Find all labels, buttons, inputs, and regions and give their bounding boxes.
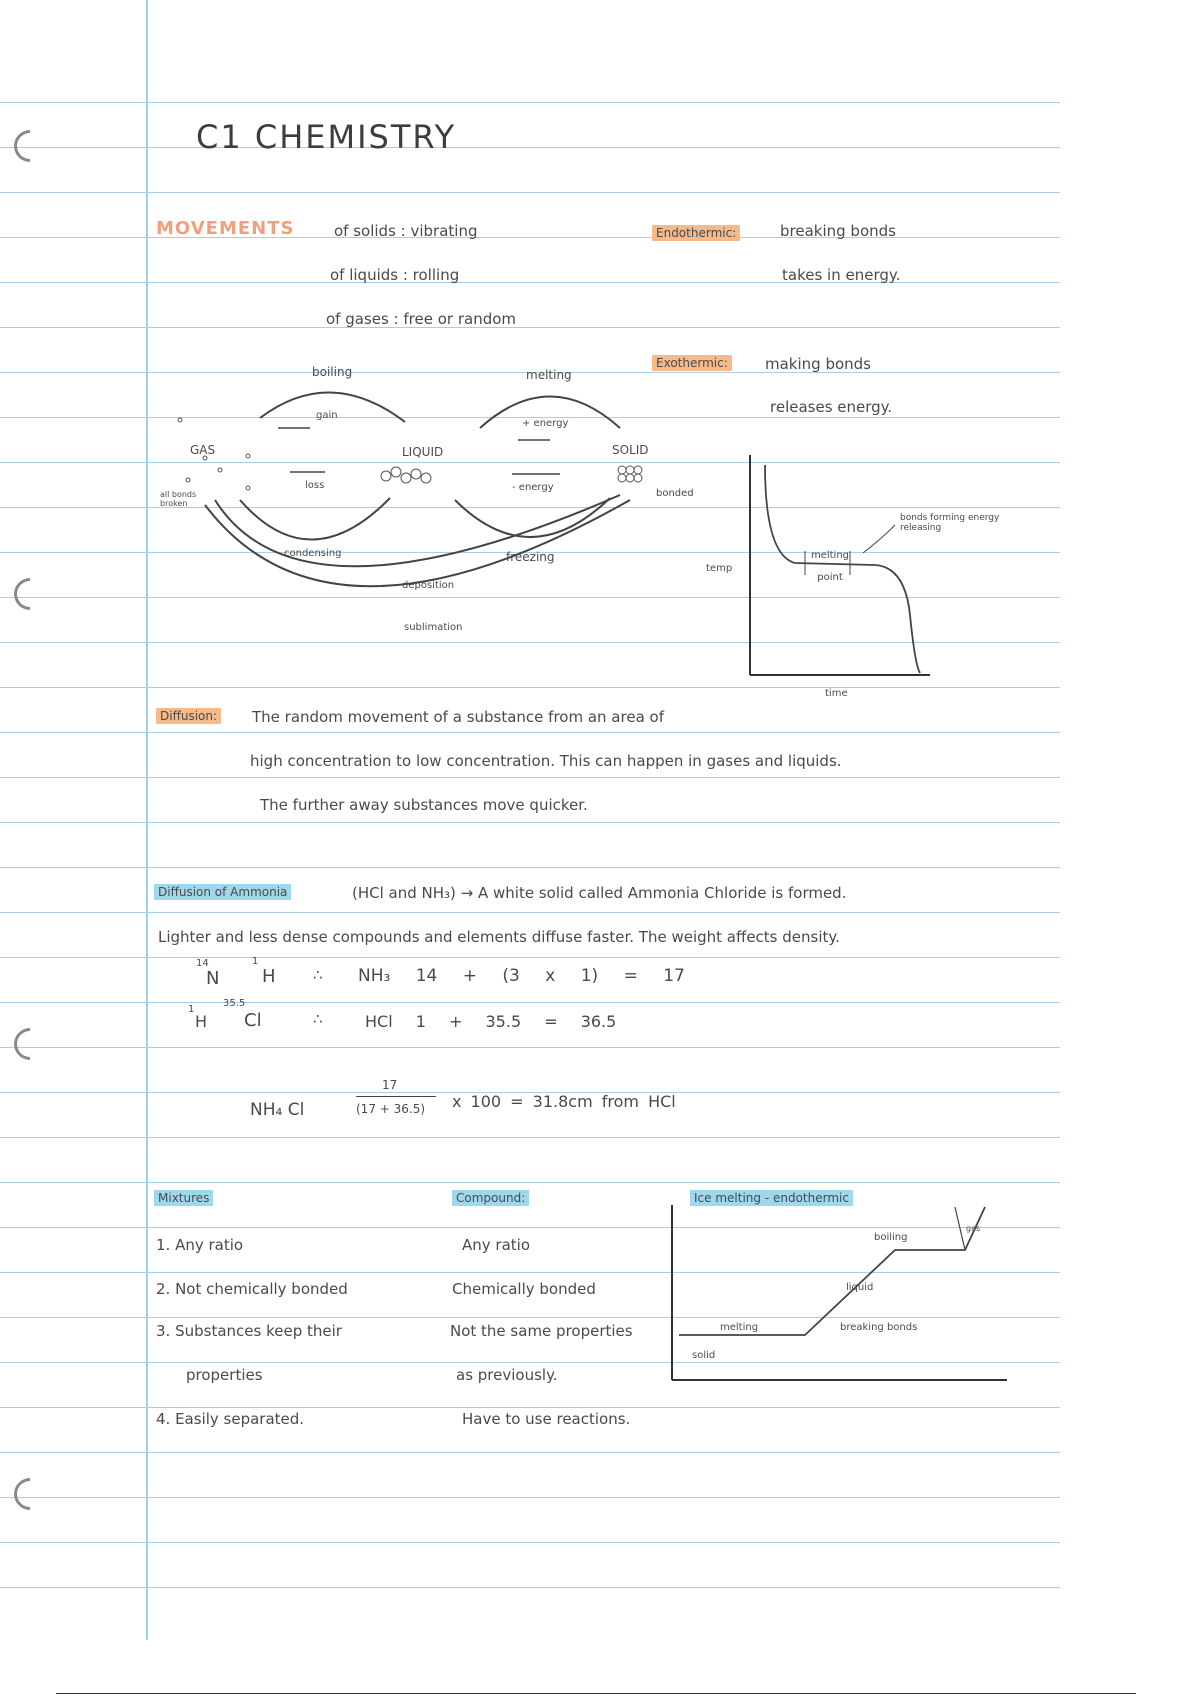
boiling-label: boiling <box>312 365 353 379</box>
condensing-arrow <box>240 498 390 540</box>
margin-line <box>146 0 148 1640</box>
bonded-label: bonded <box>656 488 694 499</box>
bonds-forming-label: bonds forming energy releasing <box>900 513 1000 533</box>
ruled-line <box>0 777 1060 778</box>
ruled-line <box>0 732 1060 733</box>
exothermic-line2: releases energy. <box>770 398 893 416</box>
bonds-broken-label: all bonds broken <box>160 490 197 508</box>
ruled-line <box>0 1137 1060 1138</box>
mixtures-label: Mixtures <box>154 1190 213 1206</box>
therefore-symbol: ∴ <box>313 966 323 984</box>
states-of-matter-diagram <box>150 360 670 640</box>
cooling-curve-graph <box>745 455 1025 690</box>
ruled-line <box>0 147 1060 148</box>
compound-item: Not the same properties <box>450 1322 633 1340</box>
mixtures-item: 3. Substances keep their <box>156 1322 342 1340</box>
ice-liquid-label: liquid <box>846 1282 874 1293</box>
movements-heading: MOVEMENTS <box>156 218 295 239</box>
ruled-line <box>0 822 1060 823</box>
hydrogen-symbol: H <box>262 966 276 987</box>
mixtures-item: properties <box>186 1366 263 1384</box>
punch-hole <box>7 571 52 616</box>
ruled-line <box>0 327 1060 328</box>
gas-label: GAS <box>190 443 216 457</box>
melting-point-label: melting point <box>810 550 850 583</box>
ice-gas-label: gas <box>966 1224 981 1233</box>
diffusion-line3: The further away substances move quicker. <box>260 796 588 814</box>
ruled-line <box>0 1452 1060 1453</box>
sublimation-arrow <box>205 500 630 586</box>
ruled-line <box>0 1407 1060 1408</box>
melting-label: melting <box>526 368 572 382</box>
diffusion-label: Diffusion: <box>156 708 221 724</box>
calc-numerator: 17 <box>382 1078 398 1092</box>
ruled-line <box>0 1497 1060 1498</box>
ice-graph-label: Ice melting - endothermic <box>690 1190 853 1206</box>
freezing-label: freezing <box>506 550 555 564</box>
calc-left: NH₄ Cl <box>250 1100 305 1120</box>
nitrogen-symbol: N <box>206 968 220 989</box>
gain-label: gain <box>316 410 338 421</box>
temp-axis-label: temp <box>706 563 733 574</box>
plus-energy-label: + energy <box>522 418 569 429</box>
time-axis-label: time <box>825 688 848 699</box>
movements-solids: of solids : vibrating <box>334 222 478 240</box>
deposition-label: deposition <box>402 580 455 591</box>
ruled-line <box>0 192 1060 193</box>
sublimation-label: sublimation <box>404 622 463 633</box>
diffusion-line1: The random movement of a substance from an area of <box>252 708 664 726</box>
mixtures-item: 4. Easily separated. <box>156 1410 305 1428</box>
hydrogen2-mass: 1 <box>188 1004 195 1015</box>
nitrogen-mass: 14 <box>196 958 209 969</box>
ice-breaking-label: breaking bonds <box>840 1322 918 1333</box>
punch-hole <box>7 1471 52 1516</box>
compound-label: Compound: <box>452 1190 529 1206</box>
ruled-line <box>0 102 1060 103</box>
movements-liquids: of liquids : rolling <box>330 266 460 284</box>
movements-gases: of gases : free or random <box>326 310 517 328</box>
ruled-line <box>0 1587 1060 1588</box>
ruled-line <box>0 1002 1060 1003</box>
page-title: C1 CHEMISTRY <box>196 118 457 156</box>
hydrogen2-symbol: H <box>195 1012 208 1031</box>
punch-hole <box>7 1021 52 1066</box>
ruled-line <box>0 912 1060 913</box>
calc-right: x 100 = 31.8cm from HCl <box>452 1092 676 1111</box>
ammonia-label: Diffusion of Ammonia <box>154 884 291 900</box>
exothermic-label: Exothermic: <box>652 355 732 371</box>
ammonia-line2: Lighter and less dense compounds and elements diffuse faster. The weight affects density. <box>158 928 840 946</box>
endothermic-line2: takes in energy. <box>782 266 901 284</box>
minus-energy-label: - energy <box>512 482 554 493</box>
solid-label: SOLID <box>612 443 649 457</box>
ruled-line <box>0 282 1060 283</box>
therefore-symbol-2: ∴ <box>313 1010 323 1028</box>
nh3-row: NH₃ 14 + (3 x 1) = 17 <box>358 966 685 986</box>
liquid-label: LIQUID <box>402 445 444 459</box>
mixtures-item: 2. Not chemically bonded <box>156 1280 348 1298</box>
fraction-bar <box>356 1096 436 1097</box>
compound-item: Any ratio <box>462 1236 530 1254</box>
ice-boiling-label: boiling <box>874 1232 908 1243</box>
ruled-line <box>0 867 1060 868</box>
hydrogen-mass: 1 <box>252 956 259 967</box>
punch-hole <box>7 123 52 168</box>
calc-denominator: (17 + 36.5) <box>356 1102 426 1116</box>
exothermic-line1: making bonds <box>765 355 871 373</box>
endothermic-line1: breaking bonds <box>780 222 896 240</box>
ice-solid-label: solid <box>692 1350 716 1361</box>
ruled-line <box>0 957 1060 958</box>
endothermic-label: Endothermic: <box>652 225 740 241</box>
scan-edge-line <box>56 1693 1136 1694</box>
ice-melting-graph <box>665 1195 1015 1385</box>
condensing-label: condensing <box>284 548 342 559</box>
ruled-line <box>0 1047 1060 1048</box>
compound-item: Have to use reactions. <box>462 1410 631 1428</box>
hcl-row: HCl 1 + 35.5 = 36.5 <box>365 1012 617 1031</box>
ammonia-line1: (HCl and NH₃) → A white solid called Ammonia Chloride is formed. <box>352 884 847 902</box>
diffusion-line2: high concentration to low concentration. This can happen in gases and liquids. <box>250 752 842 770</box>
freezing-arrow <box>455 498 610 537</box>
ruled-line <box>0 1542 1060 1543</box>
compound-item: Chemically bonded <box>452 1280 596 1298</box>
loss-label: loss <box>305 480 325 491</box>
ice-melting-label: melting <box>720 1322 759 1333</box>
ruled-line <box>0 1182 1060 1183</box>
compound-item: as previously. <box>456 1366 558 1384</box>
mixtures-item: 1. Any ratio <box>156 1236 244 1254</box>
chlorine-symbol: Cl <box>244 1010 262 1031</box>
chlorine-mass: 35.5 <box>223 998 246 1009</box>
